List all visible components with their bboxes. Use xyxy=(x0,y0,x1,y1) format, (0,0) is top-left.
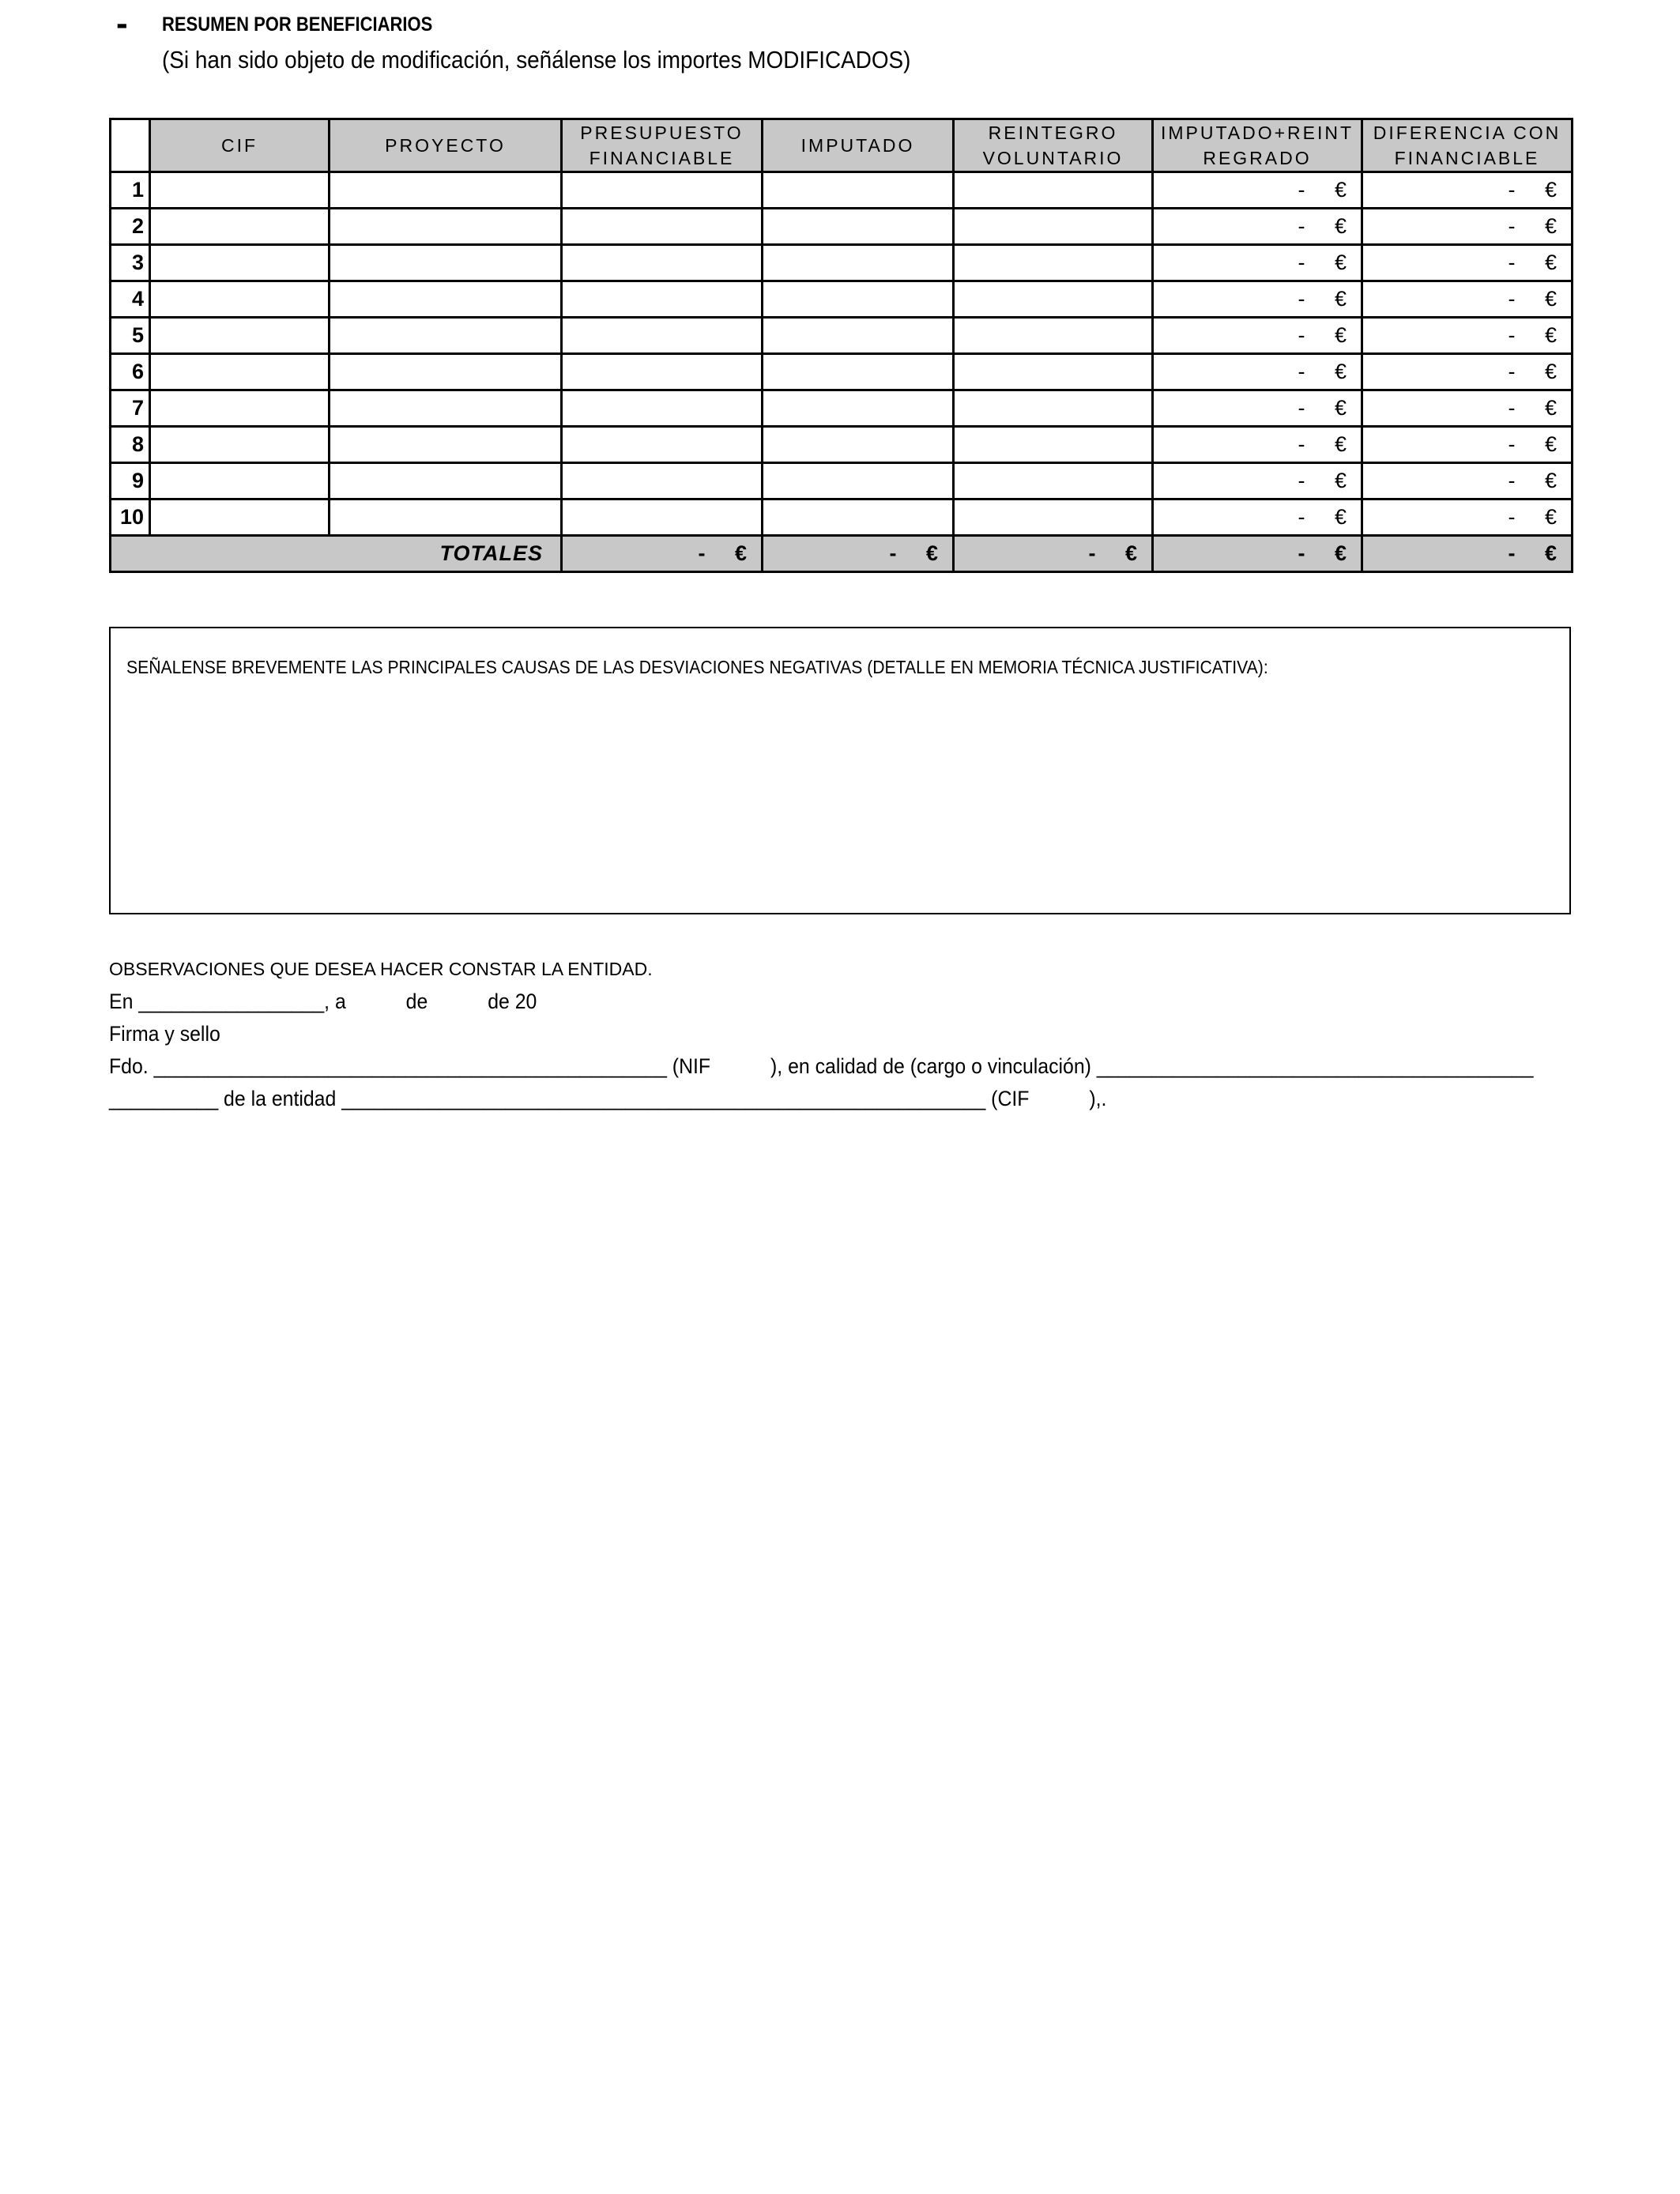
cell-imputado-reint: - € xyxy=(1153,281,1362,318)
cell-reintegro[interactable] xyxy=(954,281,1153,318)
cell-imputado-reint: - € xyxy=(1153,172,1362,209)
place-date-line[interactable]: En _________________, a de de 20 xyxy=(109,990,537,1013)
cell-imputado[interactable] xyxy=(763,354,954,390)
cell-presupuesto[interactable] xyxy=(562,427,763,463)
cell-proyecto[interactable] xyxy=(330,354,562,390)
cell-diferencia: - € xyxy=(1362,354,1573,390)
cell-proyecto[interactable] xyxy=(330,172,562,209)
cell-imputado-reint: - € xyxy=(1153,209,1362,245)
table-row xyxy=(111,354,1573,390)
cell-cif[interactable] xyxy=(150,499,330,536)
cell-diferencia: - € xyxy=(1362,318,1573,354)
section-subtitle: (Si han sido objeto de modificación, señálense los importes MODIFICADOS) xyxy=(162,46,911,74)
cell-cif[interactable] xyxy=(150,318,330,354)
cell-diferencia: - € xyxy=(1362,390,1573,427)
total-presupuesto: - € xyxy=(562,536,763,572)
signature-label: Firma y sello xyxy=(109,1022,220,1046)
col-header-imputado-reint: IMPUTADO+REINT REGRADO xyxy=(1153,119,1362,172)
table-row xyxy=(111,463,1573,499)
cell-imputado[interactable] xyxy=(763,499,954,536)
section-title: RESUMEN POR BENEFICIARIOS xyxy=(162,13,433,36)
cell-imputado[interactable] xyxy=(763,172,954,209)
cell-proyecto[interactable] xyxy=(330,318,562,354)
header-corner-cell xyxy=(111,119,150,172)
cell-imputado[interactable] xyxy=(763,209,954,245)
causes-box[interactable] xyxy=(109,627,1571,914)
section-dash: - xyxy=(116,4,128,43)
observations-heading: OBSERVACIONES QUE DESEA HACER CONSTAR LA ENTIDAD. xyxy=(109,959,653,979)
cell-reintegro[interactable] xyxy=(954,209,1153,245)
row-number: 9 xyxy=(111,463,150,499)
cell-imputado[interactable] xyxy=(763,390,954,427)
cell-presupuesto[interactable] xyxy=(562,354,763,390)
cell-proyecto[interactable] xyxy=(330,245,562,281)
cell-cif[interactable] xyxy=(150,172,330,209)
cell-presupuesto[interactable] xyxy=(562,463,763,499)
table-row xyxy=(111,499,1573,536)
cell-reintegro[interactable] xyxy=(954,318,1153,354)
cell-cif[interactable] xyxy=(150,245,330,281)
cell-reintegro[interactable] xyxy=(954,172,1153,209)
row-number: 1 xyxy=(111,172,150,209)
cell-diferencia: - € xyxy=(1362,172,1573,209)
col-header-presupuesto: PRESUPUESTO FINANCIABLE xyxy=(562,119,763,172)
cell-proyecto[interactable] xyxy=(330,390,562,427)
cell-cif[interactable] xyxy=(150,281,330,318)
cell-diferencia: - € xyxy=(1362,281,1573,318)
cell-presupuesto[interactable] xyxy=(562,172,763,209)
cell-reintegro[interactable] xyxy=(954,463,1153,499)
table-row xyxy=(111,318,1573,354)
cell-diferencia: - € xyxy=(1362,499,1573,536)
cell-proyecto[interactable] xyxy=(330,499,562,536)
cell-imputado-reint: - € xyxy=(1153,463,1362,499)
cell-imputado[interactable] xyxy=(763,281,954,318)
cell-reintegro[interactable] xyxy=(954,499,1153,536)
cell-presupuesto[interactable] xyxy=(562,390,763,427)
cell-imputado-reint: - € xyxy=(1153,427,1362,463)
cell-proyecto[interactable] xyxy=(330,281,562,318)
table-row xyxy=(111,390,1573,427)
col-header-proyecto: PROYECTO xyxy=(330,119,562,172)
cell-presupuesto[interactable] xyxy=(562,209,763,245)
row-number: 6 xyxy=(111,354,150,390)
cell-imputado[interactable] xyxy=(763,245,954,281)
cell-diferencia: - € xyxy=(1362,463,1573,499)
table-row xyxy=(111,427,1573,463)
row-number: 4 xyxy=(111,281,150,318)
cell-reintegro[interactable] xyxy=(954,354,1153,390)
cell-presupuesto[interactable] xyxy=(562,245,763,281)
cell-reintegro[interactable] xyxy=(954,390,1153,427)
cell-reintegro[interactable] xyxy=(954,245,1153,281)
col-header-imputado: IMPUTADO xyxy=(763,119,954,172)
totals-label: TOTALES xyxy=(111,536,562,572)
cell-presupuesto[interactable] xyxy=(562,318,763,354)
cell-presupuesto[interactable] xyxy=(562,499,763,536)
cell-proyecto[interactable] xyxy=(330,427,562,463)
table-row xyxy=(111,172,1573,209)
cell-imputado-reint: - € xyxy=(1153,318,1362,354)
col-header-cif: CIF xyxy=(150,119,330,172)
col-header-diferencia: DIFERENCIA CON FINANCIABLE xyxy=(1362,119,1573,172)
table-row xyxy=(111,209,1573,245)
causes-label: SEÑALENSE BREVEMENTE LAS PRINCIPALES CAUSAS DE LAS DESVIACIONES NEGATIVAS (DETALLE EN MEMORIA TÉCNICA JUSTIFICATIVA): xyxy=(126,657,1268,677)
row-number: 2 xyxy=(111,209,150,245)
total-imputado-reint: - € xyxy=(1153,536,1362,572)
cell-proyecto[interactable] xyxy=(330,209,562,245)
cell-imputado-reint: - € xyxy=(1153,499,1362,536)
row-number: 8 xyxy=(111,427,150,463)
signatory-line[interactable]: Fdo. _______________________________________________ (NIF ), en calidad de (cargo o vinculación) ________________________________________ xyxy=(109,1054,1534,1078)
row-number: 5 xyxy=(111,318,150,354)
cell-imputado[interactable] xyxy=(763,463,954,499)
table-header-row xyxy=(111,119,1573,172)
total-reintegro: - € xyxy=(954,536,1153,572)
cell-diferencia: - € xyxy=(1362,209,1573,245)
cell-cif[interactable] xyxy=(150,427,330,463)
cell-cif[interactable] xyxy=(150,463,330,499)
total-diferencia: - € xyxy=(1362,536,1573,572)
cell-presupuesto[interactable] xyxy=(562,281,763,318)
total-imputado: - € xyxy=(763,536,954,572)
row-number: 10 xyxy=(111,499,150,536)
table-row xyxy=(111,281,1573,318)
cell-imputado-reint: - € xyxy=(1153,245,1362,281)
col-header-reintegro: REINTEGRO VOLUNTARIO xyxy=(954,119,1153,172)
cell-cif[interactable] xyxy=(150,209,330,245)
cell-cif[interactable] xyxy=(150,354,330,390)
cell-proyecto[interactable] xyxy=(330,463,562,499)
cell-cif[interactable] xyxy=(150,390,330,427)
cell-reintegro[interactable] xyxy=(954,427,1153,463)
beneficiaries-table xyxy=(109,118,1573,573)
row-number: 3 xyxy=(111,245,150,281)
entity-line[interactable]: __________ de la entidad ___________________________________________________________ (CIF ),. xyxy=(109,1087,1107,1110)
cell-imputado[interactable] xyxy=(763,318,954,354)
cell-diferencia: - € xyxy=(1362,245,1573,281)
cell-diferencia: - € xyxy=(1362,427,1573,463)
cell-imputado-reint: - € xyxy=(1153,390,1362,427)
cell-imputado[interactable] xyxy=(763,427,954,463)
table-row xyxy=(111,245,1573,281)
cell-imputado-reint: - € xyxy=(1153,354,1362,390)
totals-row xyxy=(111,536,1573,572)
row-number: 7 xyxy=(111,390,150,427)
